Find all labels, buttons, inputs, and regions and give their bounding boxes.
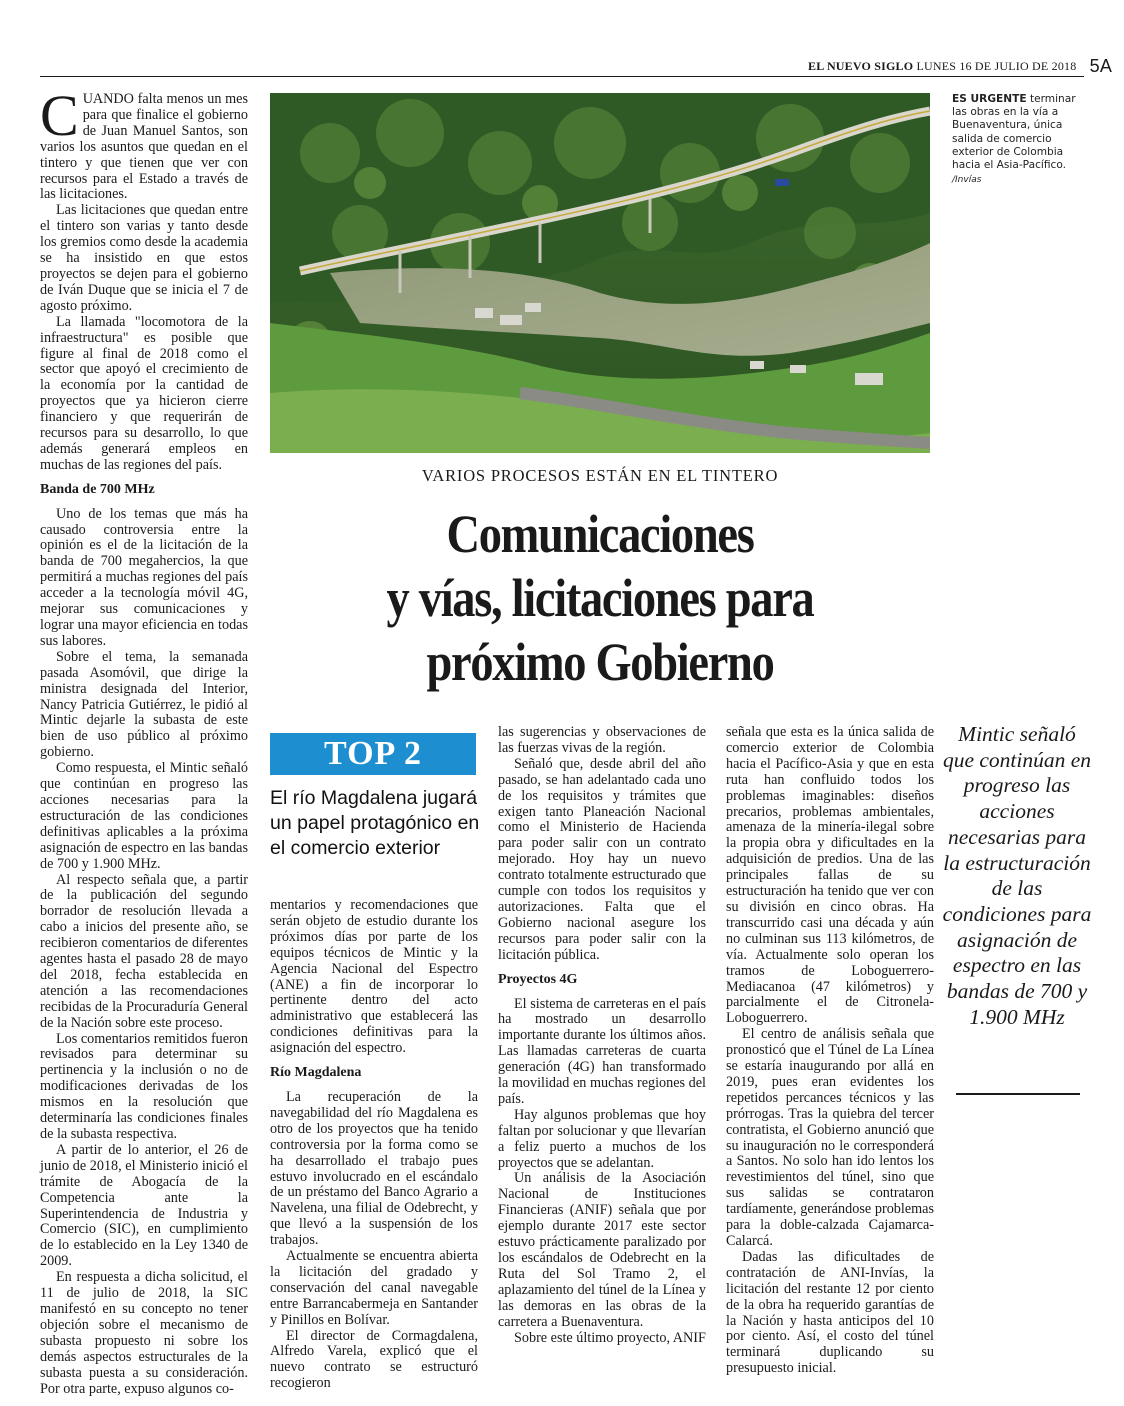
headline	[316, 502, 884, 694]
paragraph: Como respuesta, el Mintic señaló que continúan en progreso las acciones necesarias para la estructuración de las condiciones definitivas aplicables a la próxima asignación de espectro en las bandas de 700 y 1.900 MHz.	[40, 760, 248, 872]
kicker: VARIOS PROCESOS ESTÁN EN EL TINTERO	[421, 466, 779, 485]
issue-date: LUNES 16 DE JULIO DE 2018	[916, 59, 1077, 73]
photo-caption	[952, 93, 1082, 187]
paragraph: Sobre este último proyecto, ANIF	[514, 1329, 706, 1346]
paragraph: Los comentarios remitidos fueron revisados para determinar su pertinencia y la inclusión o no de modificaciones derivadas de los mismos en la resolución que determinaría las condiciones finales de la subasta respectiva.	[40, 1030, 248, 1142]
paragraph: CUANDO falta menos un mes para que finalice el gobierno de Juan Manuel Santos, son varios los asuntos que quedan en el tintero y que tienen que ver con recursos para el Estado a través de las licitaciones.	[40, 83, 248, 203]
paragraph: Señaló que, desde abril del año pasado, se han adelantado cada uno de los requisitos y trámites que exigen tanto Planeación Nacional como el Ministerio de Hacienda para poder salir con un contrato mejorado. Hoy hay un nuevo contrato totalmente estructurado que cumple con todos los requisitos y autorizaciones. Falta que el Gobierno nacional asegure los recursos para poder salir con la licitación pública.	[498, 755, 706, 963]
drop-cap: C	[40, 83, 79, 148]
pull-quote-rule	[956, 1093, 1080, 1095]
pull-quote: Mintic señaló que continúan en progreso las acciones necesarias para la estructuración de las condiciones para asignación de espectro en las bandas de 700 y 1.900 MHz	[942, 722, 1092, 1029]
paragraph: El centro de análisis señala que pronosticó que el Túnel de La Línea se estaría inaugurando por allá en 2019, pues eran evidentes los repetidos percances técnicos y las prórrogas. Tras la quiebra del tercer contratista, el Gobierno anunció que su inauguración no le corresponderá a Santos. No solo han ido lentos los revestimientos del túnel, sino que sus salidas se contrataron tardíamente, generándose problemas para la doble-calzada Cajamarca-Calarcá.	[726, 1026, 934, 1249]
paragraph: las sugerencias y observaciones de las fuerzas vivas de la región.	[498, 724, 706, 756]
section-heading: Banda de 700 MHz	[40, 481, 155, 497]
caption-lead: ES URGENTE	[952, 93, 1027, 105]
paragraph: mentarios y recomendaciones que serán objeto de estudio durante los próximos días por parte de los equipos técnicos de Mintic y la Agencia Nacional del Espectro (ANE) a fin de incorporar lo pertinente dentro del acto administrativo que establecerá las condiciones definitivas para la asignación del espectro.	[270, 897, 478, 1057]
paragraph: Un análisis de la Asociación Nacional de Instituciones Financieras (ANIF) señala que por ejemplo durante 2017 este sector estuvo prácticamente paralizado por los escándalos de Odebrecht en la Ruta del Sol Tramo 2, el aplazamiento del túnel de la Línea y las demoras en las obras de la carretera a Buenaventura.	[498, 1170, 706, 1330]
article-column-3	[498, 725, 706, 1346]
masthead	[808, 54, 1112, 75]
bridge-landscape-image	[270, 93, 930, 453]
section-heading: Río Magdalena	[270, 1065, 362, 1081]
paragraph: señala que esta es la única salida de comercio exterior de Colombia hacia el Pacífico-Asia y que en esta ruta han confluido todos los problemas imaginables: diseños precarios, problemas ambientales, amenaza de la minería-ilegal sobre la propia obra y dificultades en la adquisición de predios. Una de las principales fallas de su estructuración ha tenido que ver con su división en cinco obras. Ha transcurrido casi una década y aún no culminan sus 113 kilómetros, de vía. Actualmente solo operan los tramos de Loboguerrero-Mediacanoa (47 kilómetros) y parcialmente el de Citronela-Loboguerrero.	[726, 724, 934, 1027]
page-number: 5A	[1089, 56, 1113, 76]
paragraph: El director de Cormagdalena, Alfredo Varela, explicó que el nuevo contrato se estructuró recogieron	[270, 1327, 478, 1392]
article-column-4	[726, 725, 934, 1377]
paragraph: Actualmente se encuentra abierta la licitación del gradado y conservación del canal navegable entre Barrancabermeja en Santander y Pinillos en Bolívar.	[270, 1248, 478, 1328]
headline-line-1: Comunicaciones	[446, 504, 754, 564]
article-photo	[270, 93, 930, 453]
subheadline: El río Magdalena jugará un papel protagónico en el comercio exterior	[270, 787, 480, 859]
article-column-2	[270, 898, 478, 1392]
masthead-rule	[40, 76, 1084, 77]
paragraph: Las licitaciones que quedan entre el tintero son varias y tanto desde los gremios como desde la academia se ha insistido en que estos proyectos se dejen para el gobierno de Iván Duque que se inicia el 7 de agosto próximo.	[40, 202, 248, 314]
paragraph: La recuperación de la navegabilidad del río Magdalena es otro de los proyectos que ha tenido controversia por la forma como se ha desarrollado el trabajo pues estuvo involucrado en el escándalo de un préstamo del Banco Agrario a Navelena, una filial de Odebrecht, y que llevó a la suspensión de los trabajos.	[270, 1088, 478, 1249]
article-column-1	[40, 83, 248, 1397]
paragraph: Dadas las dificultades de contratación de ANI-Invías, la licitación del restante 12 por ciento de la obra ha requerido garantías de la Nación y hasta anticipos del 10 por ciento. Así, el costo del túnel terminará duplicando su presupuesto inicial.	[726, 1248, 934, 1377]
paragraph: Sobre el tema, la semanada pasada Asomóvil, que dirige la ministra designada del Interior, Nancy Patricia Gutiérrez, le pidió al Mintic dejarle la subasta de este bien de uso público al próximo gobierno.	[40, 648, 248, 761]
paragraph: Uno de los temas que más ha causado controversia entre la opinión es el de la licitación de la banda de 700 megahercios, la que permitirá a muchas regiones del país acceder a la tecnología móvil 4G, mejorar sus comunicaciones y lograr una mayor eficiencia en todas sus labores.	[40, 505, 248, 649]
headline-line-3: próximo Gobierno	[426, 632, 774, 692]
paragraph: La llamada "locomotora de la infraestructura" es posible que figure al final de 2018 como el sector que apoyó el crecimiento de la economía por la cantidad de proyectos que ya hicieron cierre financiero y que requerirán de recursos para su desarrollo, lo que además generará empleos en muchas de las regiones del país.	[40, 313, 248, 473]
paragraph: Hay algunos problemas que hoy faltan por solucionar y que llevarían a feliz puerto a muchos de los proyectos que se adelantan.	[498, 1106, 706, 1171]
paragraph: El sistema de carreteras en el país ha mostrado un desarrollo importante durante los últimos años. Las llamadas carreteras de cuarta generación (4G) han transformado la movilidad en muchas regiones del país.	[498, 995, 706, 1107]
newspaper-name: EL NUEVO SIGLO	[808, 59, 914, 73]
section-heading: Proyectos 4G	[498, 971, 578, 987]
photo-credit: /Invías	[952, 175, 982, 186]
paragraph: En respuesta a dicha solicitud, el 11 de julio de 2018, la SIC manifestó en su concepto no tener objeción sobre el mecanismo de subasta propuesto ni sobre los demás aspectos estructurales de la subasta puesta a su consideración. Por otra parte, expuso algunos co-	[40, 1269, 248, 1397]
paragraph: A partir de lo anterior, el 26 de junio de 2018, el Ministerio inició el trámite de Abogacía de la Competencia ante la Superintendencia de Industria y Comercio (SIC), en cumplimiento de lo establecido en la Ley 1340 de 2009.	[40, 1141, 248, 1270]
top-badge: TOP 2	[270, 733, 476, 775]
headline-line-2: y vías, licitaciones para	[386, 568, 814, 628]
paragraph: Al respecto señala que, a partir de la publicación del segundo borrador de resolución llevada a cabo a inicios del presente año, se recibieron comentarios de diferentes agentes hasta el pasado 28 de mayo del 2018, fecha establecida en atención a las recomendaciones recibidas de la Procuraduría General de la Nación sobre este proceso.	[40, 871, 248, 1031]
caption-text: terminar las obras en la vía a Buenaventura, única salida de comercio exterior de Colombia hacia el Asia-Pacífico.	[952, 93, 1076, 172]
